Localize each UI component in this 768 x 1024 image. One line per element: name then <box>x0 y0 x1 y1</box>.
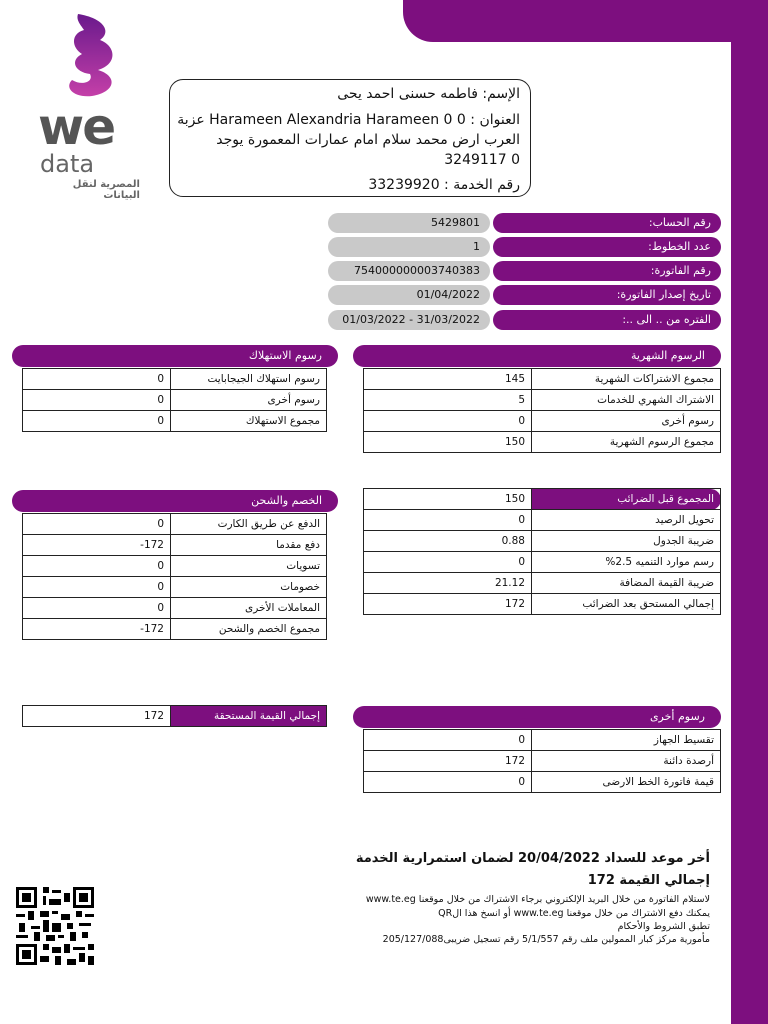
cell-label: رسوم استهلاك الجيجابايت <box>171 369 327 390</box>
total-due-label: إجمالي القيمة المستحقة <box>171 706 327 727</box>
cell-label: رسم موارد التنميه 2.5% <box>532 552 721 573</box>
invoice-number-value: 754000000003740383 <box>328 261 490 281</box>
customer-info-box <box>169 79 531 197</box>
table-row <box>364 552 721 573</box>
table-row <box>364 510 721 531</box>
cell-label: مجموع الرسوم الشهرية <box>532 432 721 453</box>
cell-label: تقسيط الجهاز <box>532 730 721 751</box>
cell-label: مجموع الاستهلاك <box>171 411 327 432</box>
period-label: الفتره من .. الى ..: <box>493 310 721 330</box>
payments-header: الخصم والشحن <box>12 490 338 512</box>
top-purple-band <box>403 0 768 42</box>
cell-label: أرصدة دائنة <box>532 751 721 772</box>
cell-value: -172 <box>23 619 171 640</box>
usage-fees-table <box>22 368 327 432</box>
footer-note-email: لاستلام الفاتورة من خلال البريد الإلكتروني برجاء الاشتراك من خلال موقعنا www.te.eg <box>365 894 710 905</box>
lines-label: عدد الخطوط: <box>493 237 721 257</box>
cell-label: ضريبة القيمة المضافة <box>532 573 721 594</box>
table-row <box>23 535 327 556</box>
invoice-number-label: رقم الفاتورة: <box>493 261 721 281</box>
cell-label: الاشتراك الشهري للخدمات <box>532 390 721 411</box>
cell-label: تحويل الرصيد <box>532 510 721 531</box>
account-label: رقم الحساب: <box>493 213 721 233</box>
table-row <box>23 706 327 727</box>
cell-value: 0 <box>23 577 171 598</box>
customer-name: الإسم: فاطمه حسنى احمد يحى <box>337 86 520 102</box>
customer-address-line2: العرب ارض محمد سلام امام عمارات المعمورة يوجد <box>216 132 520 148</box>
table-row <box>364 573 721 594</box>
table-row <box>23 577 327 598</box>
cell-value: 0 <box>23 369 171 390</box>
table-row <box>364 489 721 510</box>
table-row <box>23 514 327 535</box>
cell-label: الدفع عن طريق الكارت <box>171 514 327 535</box>
cell-value: 0 <box>23 514 171 535</box>
cell-value: -172 <box>23 535 171 556</box>
cell-value: 0 <box>23 556 171 577</box>
lines-value: 1 <box>328 237 490 257</box>
table-row <box>364 432 721 453</box>
other-fees-header: رسوم أخرى <box>353 706 721 728</box>
cell-label: قيمة فاتورة الخط الارضى <box>532 772 721 793</box>
cell-value: 0 <box>23 411 171 432</box>
customer-service-number: رقم الخدمة : 33239920 <box>368 177 520 193</box>
table-row <box>364 751 721 772</box>
logo-sub-text: data <box>40 150 95 178</box>
monthly-fees-table <box>363 368 721 453</box>
cell-label: خصومات <box>171 577 327 598</box>
total-due-table <box>22 705 327 727</box>
cell-value: 5 <box>364 390 532 411</box>
table-row <box>364 594 721 615</box>
customer-address-line1: العنوان : 0 0 Harameen Alexandria Harameen عزبة <box>177 112 520 128</box>
table-row <box>23 598 327 619</box>
cell-label: رسوم أخرى <box>171 390 327 411</box>
cell-value: 145 <box>364 369 532 390</box>
invoice-date-value: 01/04/2022 <box>328 285 490 305</box>
cell-label: مجموع الخصم والشحن <box>171 619 327 640</box>
cell-label: إجمالي المستحق بعد الضرائب <box>532 594 721 615</box>
cell-label: المعاملات الأخرى <box>171 598 327 619</box>
cell-value: 172 <box>364 751 532 772</box>
cell-label: مجموع الاشتراكات الشهرية <box>532 369 721 390</box>
logo-tagline: المصرية لنقل البيانات <box>72 179 140 201</box>
other-fees-table <box>363 729 721 793</box>
table-row <box>364 531 721 552</box>
taxes-header: المجموع قبل الضرائب <box>532 489 721 510</box>
cell-label: رسوم أخرى <box>532 411 721 432</box>
table-row <box>23 556 327 577</box>
footer-note-terms: تطبق الشروط والأحكام <box>617 921 710 932</box>
cell-value: 0 <box>23 598 171 619</box>
taxes-table <box>363 488 721 615</box>
logo-brand-text: we <box>38 98 115 156</box>
payment-deadline: أخر موعد للسداد 20/04/2022 لضمان استمرارية الخدمة <box>355 851 710 866</box>
cell-value: 150 <box>364 489 532 510</box>
cell-label: دفع مقدما <box>171 535 327 556</box>
invoice-date-label: تاريخ إصدار الفاتورة: <box>493 285 721 305</box>
footer-note-payment: يمكنك دفع الاشتراك من خلال موقعنا www.te.eg أو انسخ هذا الQR <box>438 908 710 919</box>
cell-label: تسويات <box>171 556 327 577</box>
usage-fees-header: رسوم الاستهلاك <box>12 345 338 367</box>
table-row <box>23 390 327 411</box>
table-row <box>23 369 327 390</box>
cell-value: 150 <box>364 432 532 453</box>
table-row <box>364 772 721 793</box>
cell-value: 0 <box>364 772 532 793</box>
right-purple-band <box>731 0 768 1024</box>
table-row <box>364 369 721 390</box>
footer-note-tax: مأمورية مركز كبار الممولين ملف رقم 5/1/557 رقم تسجيل ضريبى205/127/088 <box>382 934 710 945</box>
payments-table <box>22 513 327 640</box>
cell-value: 0 <box>364 730 532 751</box>
table-row <box>364 390 721 411</box>
total-due-value: 172 <box>23 706 171 727</box>
footer-total: إجمالي القيمة 172 <box>587 873 710 888</box>
account-value: 5429801 <box>328 213 490 233</box>
table-row <box>23 411 327 432</box>
cell-value: 0 <box>364 411 532 432</box>
cell-value: 21.12 <box>364 573 532 594</box>
monthly-fees-header: الرسوم الشهرية <box>353 345 721 367</box>
cell-value: 0 <box>364 552 532 573</box>
customer-address-line3: 0 3249117 <box>444 152 520 168</box>
cell-value: 0 <box>364 510 532 531</box>
cell-value: 172 <box>364 594 532 615</box>
period-value: 01/03/2022 - 31/03/2022 <box>328 310 490 330</box>
qr-code-icon[interactable] <box>16 887 94 965</box>
table-row <box>364 411 721 432</box>
cell-value: 0 <box>23 390 171 411</box>
table-row <box>364 730 721 751</box>
table-row <box>23 619 327 640</box>
cell-label: ضريبة الجدول <box>532 531 721 552</box>
cell-value: 0.88 <box>364 531 532 552</box>
